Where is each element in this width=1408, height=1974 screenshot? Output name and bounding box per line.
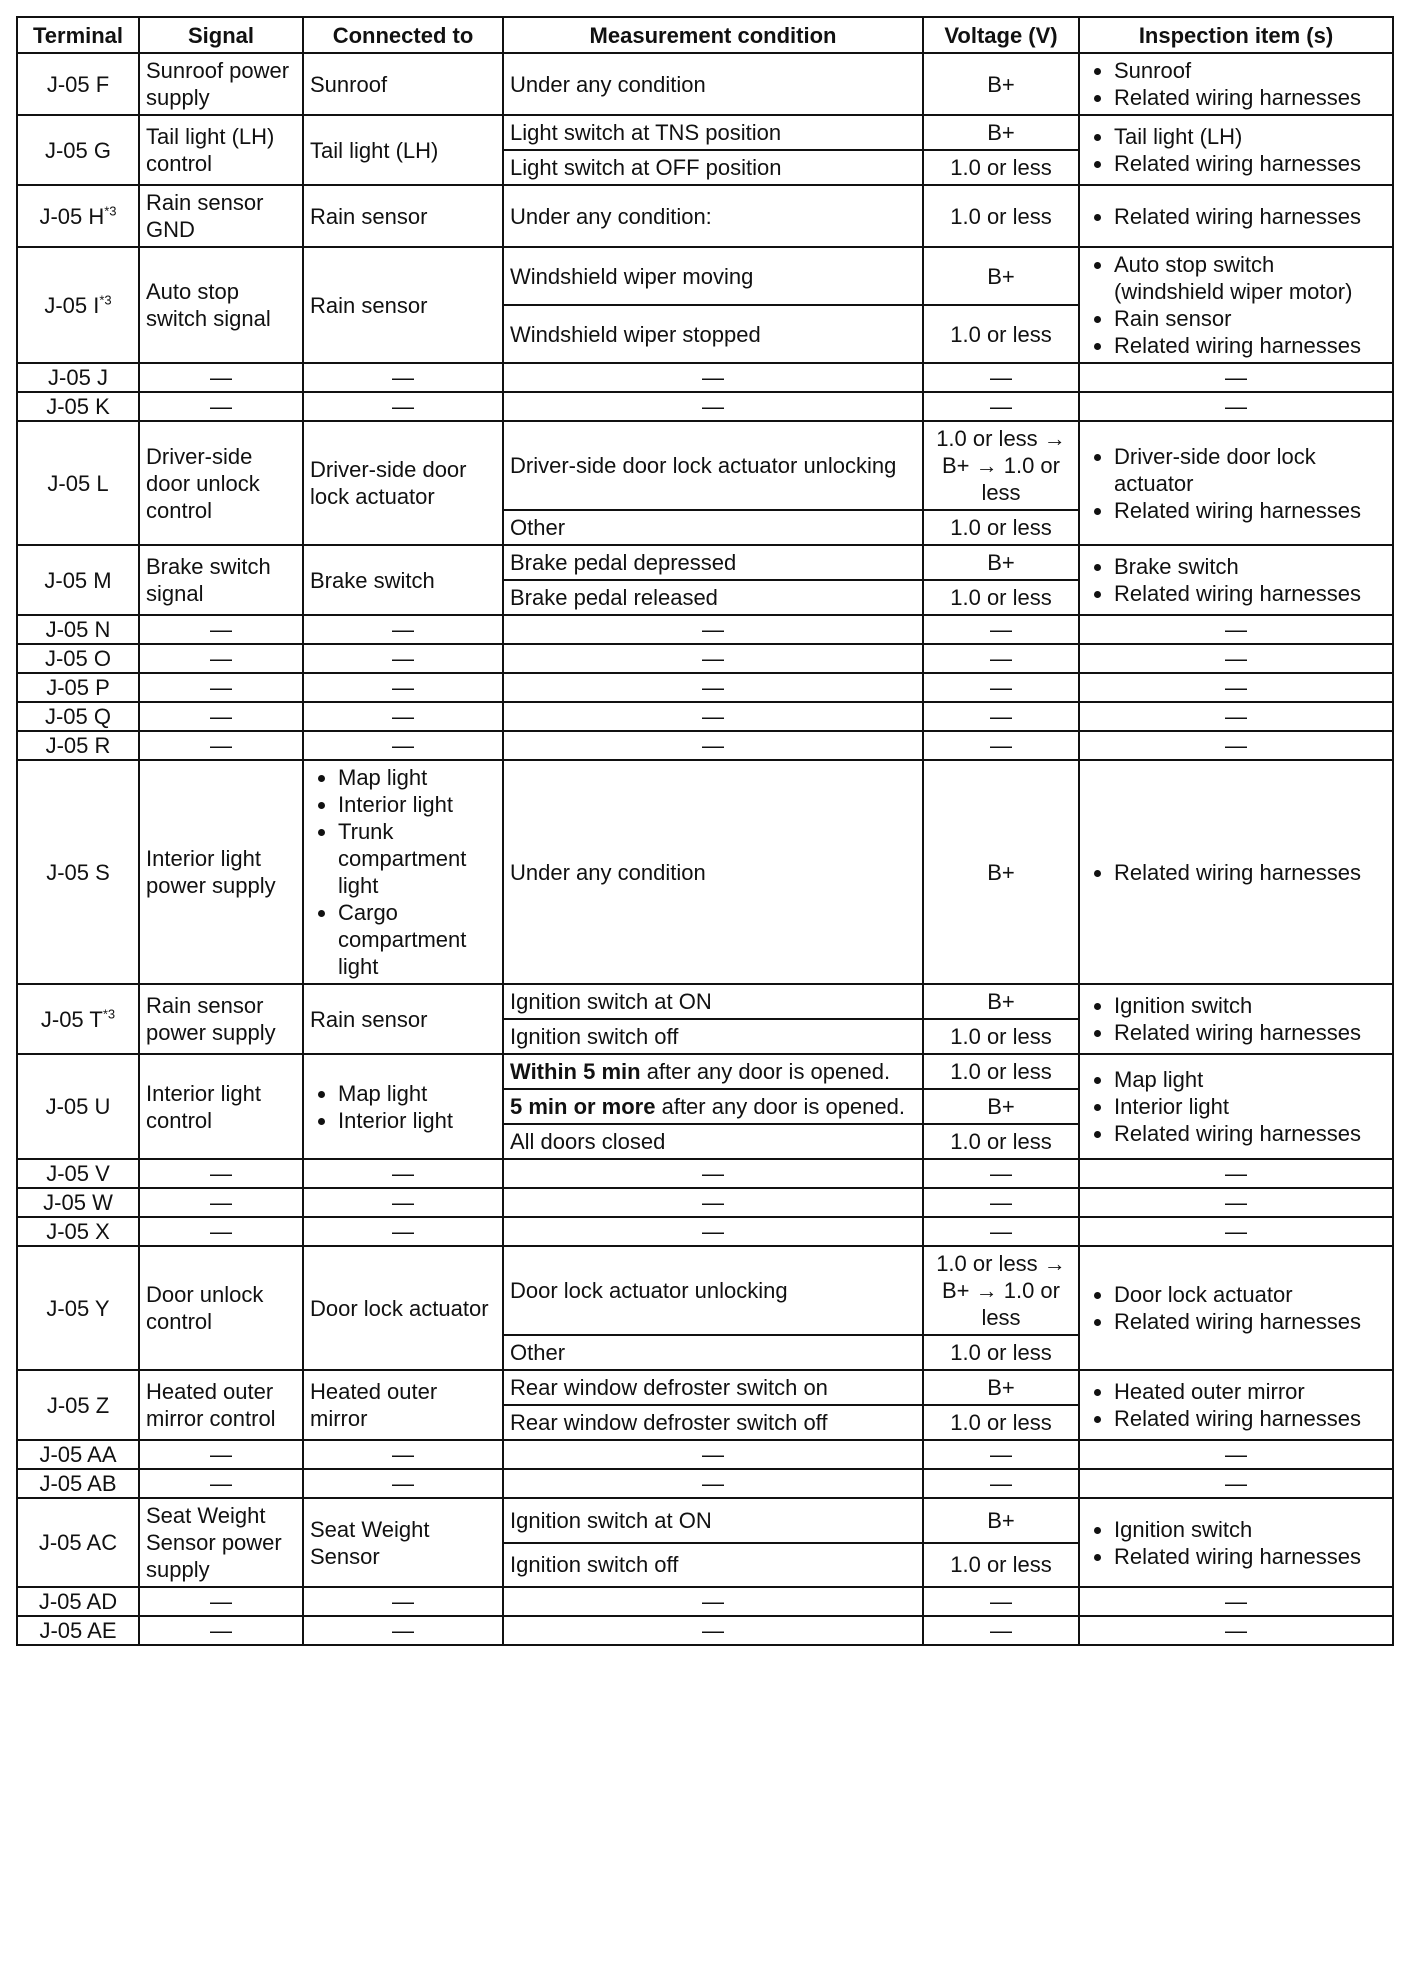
inspection-list-item: • Related wiring harnesses <box>1114 84 1386 111</box>
voltage-cell: 1.0 or less <box>923 510 1079 545</box>
terminal-label: J-05 T <box>40 1006 103 1032</box>
terminal-cell: J-05 P <box>17 673 139 702</box>
empty-dash-cell: — <box>503 615 923 644</box>
signal-cell: Heated outer mirror control <box>139 1370 303 1440</box>
table-row-empty <box>17 702 1393 731</box>
measurement-condition-cell: Under any condition <box>503 53 923 115</box>
inspection-list-item: • Tail light (LH) <box>1114 123 1386 150</box>
signal-cell: Rain sensor GND <box>139 185 303 247</box>
empty-dash-cell: — <box>1079 1217 1393 1246</box>
voltage-cell: 1.0 or less <box>923 1405 1079 1440</box>
header-connected-to: Connected to <box>303 17 503 53</box>
empty-dash-cell: — <box>923 1616 1079 1645</box>
table-row-empty <box>17 1587 1393 1616</box>
table-row-empty <box>17 363 1393 392</box>
empty-dash-cell: — <box>923 644 1079 673</box>
inspection-list-item: • Ignition switch <box>1114 1516 1386 1543</box>
voltage-cell: B+ <box>923 1370 1079 1405</box>
voltage-cell: B+ <box>923 115 1079 150</box>
inspection-list-item: • Map light <box>1114 1066 1386 1093</box>
empty-dash-cell: — <box>139 644 303 673</box>
empty-dash-cell: — <box>1079 673 1393 702</box>
condition-text: after any door is opened. <box>655 1094 905 1119</box>
measurement-condition-cell: Brake pedal depressed <box>503 545 923 580</box>
inspection-list-item: • Interior light <box>1114 1093 1386 1120</box>
terminal-cell: J-05 R <box>17 731 139 760</box>
empty-dash-cell: — <box>303 392 503 421</box>
empty-dash-cell: — <box>139 615 303 644</box>
table-row <box>17 1246 1393 1335</box>
measurement-condition-cell: All doors closed <box>503 1124 923 1159</box>
signal-cell: Sunroof power supply <box>139 53 303 115</box>
table-row <box>17 115 1393 150</box>
signal-cell: Rain sensor power supply <box>139 984 303 1054</box>
inspection-items-cell <box>1079 247 1393 363</box>
signal-cell: Tail light (LH) control <box>139 115 303 185</box>
terminal-label: J-05 L <box>47 470 109 496</box>
empty-dash-cell: — <box>303 1587 503 1616</box>
terminal-cell: J-05 X <box>17 1217 139 1246</box>
table-row <box>17 760 1393 984</box>
connected-to-cell: Sunroof <box>303 53 503 115</box>
empty-dash-cell: — <box>1079 1469 1393 1498</box>
empty-dash-cell: — <box>923 1587 1079 1616</box>
header-inspection-items: Inspection item (s) <box>1079 17 1393 53</box>
empty-dash-cell: — <box>303 1440 503 1469</box>
empty-dash-cell: — <box>303 1217 503 1246</box>
empty-dash-cell: — <box>303 731 503 760</box>
header-signal: Signal <box>139 17 303 53</box>
terminal-cell: J-05 V <box>17 1159 139 1188</box>
empty-dash-cell: — <box>139 1217 303 1246</box>
measurement-condition-cell: Light switch at TNS position <box>503 115 923 150</box>
table-row-empty <box>17 1616 1393 1645</box>
inspection-list-item: • Ignition switch <box>1114 992 1386 1019</box>
measurement-condition-cell: Ignition switch off <box>503 1543 923 1588</box>
measurement-condition-cell: Under any condition <box>503 760 923 984</box>
voltage-cell: 1.0 or less <box>923 580 1079 615</box>
terminal-footnote: *3 <box>99 292 112 308</box>
inspection-list-item: • Sunroof <box>1114 57 1386 84</box>
empty-dash-cell: — <box>923 1188 1079 1217</box>
terminal-cell: J-05 AB <box>17 1469 139 1498</box>
inspection-list-item: • Related wiring harnesses <box>1114 580 1386 607</box>
inspection-list <box>1086 123 1386 177</box>
voltage-cell: 1.0 or less <box>923 150 1079 185</box>
terminal-label: J-05 G <box>44 137 112 163</box>
empty-dash-cell: — <box>923 1440 1079 1469</box>
connected-to-cell: Rain sensor <box>303 247 503 363</box>
empty-dash-cell: — <box>503 1469 923 1498</box>
voltage-cell: 1.0 or less → B+ → 1.0 or less <box>923 421 1079 510</box>
signal-cell: Interior light control <box>139 1054 303 1159</box>
measurement-condition-cell: Light switch at OFF position <box>503 150 923 185</box>
empty-dash-cell: — <box>923 673 1079 702</box>
measurement-condition-cell: Under any condition: <box>503 185 923 247</box>
connected-to-cell: Heated outer mirror <box>303 1370 503 1440</box>
voltage-cell: 1.0 or less <box>923 185 1079 247</box>
connected-to-cell: Rain sensor <box>303 185 503 247</box>
terminal-cell <box>17 421 139 545</box>
empty-dash-cell: — <box>303 1616 503 1645</box>
terminal-cell <box>17 53 139 115</box>
connected-to-cell: Seat Weight Sensor <box>303 1498 503 1587</box>
inspection-list <box>1086 1516 1386 1570</box>
connected-list-item: • Interior light <box>338 1107 496 1134</box>
inspection-list <box>1086 251 1386 359</box>
empty-dash-cell: — <box>139 1159 303 1188</box>
empty-dash-cell: — <box>303 1469 503 1498</box>
terminal-label: J-05 S <box>46 859 110 885</box>
table-row <box>17 1054 1393 1089</box>
connected-list-item: • Trunk compartment light <box>338 818 496 899</box>
table-row <box>17 1498 1393 1543</box>
voltage-cell: B+ <box>923 1089 1079 1124</box>
inspection-list-item: • Related wiring harnesses <box>1114 1405 1386 1432</box>
empty-dash-cell: — <box>139 1587 303 1616</box>
inspection-list <box>1086 1066 1386 1147</box>
inspection-list-item: • Rain sensor <box>1114 305 1386 332</box>
header-measurement-condition: Measurement condition <box>503 17 923 53</box>
empty-dash-cell: — <box>923 1159 1079 1188</box>
inspection-list-item: • Related wiring harnesses <box>1114 859 1386 886</box>
empty-dash-cell: — <box>503 363 923 392</box>
inspection-list-item: • Door lock actuator <box>1114 1281 1386 1308</box>
empty-dash-cell: — <box>1079 731 1393 760</box>
empty-dash-cell: — <box>139 673 303 702</box>
empty-dash-cell: — <box>503 1440 923 1469</box>
measurement-condition-cell: Windshield wiper stopped <box>503 305 923 363</box>
inspection-list-item: • Related wiring harnesses <box>1114 1120 1386 1147</box>
empty-dash-cell: — <box>503 1587 923 1616</box>
terminal-cell: J-05 AD <box>17 1587 139 1616</box>
condition-emphasis: 5 min or more <box>510 1094 656 1119</box>
measurement-condition-cell: Door lock actuator unlocking <box>503 1246 923 1335</box>
inspection-list <box>1086 553 1386 607</box>
inspection-list-item: • Related wiring harnesses <box>1114 150 1386 177</box>
terminal-cell: J-05 N <box>17 615 139 644</box>
voltage-cell: B+ <box>923 984 1079 1019</box>
terminal-label: J-05 F <box>46 71 110 97</box>
inspection-list-item: • Auto stop switch (windshield wiper motor) <box>1114 251 1386 305</box>
terminal-cell: J-05 AE <box>17 1616 139 1645</box>
inspection-list-item: • Related wiring harnesses <box>1114 203 1386 230</box>
connected-list-item: • Interior light <box>338 791 496 818</box>
voltage-cell: 1.0 or less <box>923 1335 1079 1370</box>
empty-dash-cell: — <box>1079 1616 1393 1645</box>
empty-dash-cell: — <box>139 1469 303 1498</box>
inspection-list <box>1086 443 1386 524</box>
signal-cell: Driver-side door unlock control <box>139 421 303 545</box>
voltage-cell: 1.0 or less <box>923 1054 1079 1089</box>
measurement-condition-cell: Ignition switch at ON <box>503 1498 923 1543</box>
connected-to-cell: Door lock actuator <box>303 1246 503 1370</box>
empty-dash-cell: — <box>139 702 303 731</box>
empty-dash-cell: — <box>303 615 503 644</box>
connected-to-cell: Tail light (LH) <box>303 115 503 185</box>
measurement-condition-cell: Windshield wiper moving <box>503 247 923 305</box>
empty-dash-cell: — <box>1079 1188 1393 1217</box>
table-row <box>17 984 1393 1019</box>
inspection-list-item: • Related wiring harnesses <box>1114 1019 1386 1046</box>
measurement-condition-cell: Driver-side door lock actuator unlocking <box>503 421 923 510</box>
inspection-list <box>1086 203 1386 230</box>
inspection-items-cell <box>1079 53 1393 115</box>
terminal-cell <box>17 545 139 615</box>
voltage-cell: 1.0 or less <box>923 305 1079 363</box>
table-row-empty <box>17 731 1393 760</box>
terminal-cell: J-05 AA <box>17 1440 139 1469</box>
terminal-footnote: *3 <box>102 1006 116 1022</box>
signal-cell: Interior light power supply <box>139 760 303 984</box>
connected-to-cell: Driver-side door lock actuator <box>303 421 503 545</box>
connected-list-item: • Map light <box>338 764 496 791</box>
empty-dash-cell: — <box>923 615 1079 644</box>
inspection-items-cell <box>1079 115 1393 185</box>
inspection-list-item: • Brake switch <box>1114 553 1386 580</box>
empty-dash-cell: — <box>503 731 923 760</box>
measurement-condition-cell: Rear window defroster switch off <box>503 1405 923 1440</box>
terminal-cell <box>17 984 139 1054</box>
inspection-items-cell <box>1079 545 1393 615</box>
inspection-list <box>1086 1281 1386 1335</box>
empty-dash-cell: — <box>923 731 1079 760</box>
voltage-cell: B+ <box>923 760 1079 984</box>
inspection-list <box>1086 57 1386 111</box>
empty-dash-cell: — <box>503 1188 923 1217</box>
voltage-cell: 1.0 or less <box>923 1543 1079 1588</box>
header-terminal: Terminal <box>17 17 139 53</box>
table-row-empty <box>17 1440 1393 1469</box>
terminal-cell: J-05 Q <box>17 702 139 731</box>
table-row-empty <box>17 392 1393 421</box>
measurement-condition-cell <box>503 1089 923 1124</box>
terminal-voltage-table <box>16 16 1394 1646</box>
signal-cell: Auto stop switch signal <box>139 247 303 363</box>
terminal-cell <box>17 1370 139 1440</box>
terminal-label: J-05 M <box>44 567 112 593</box>
inspection-items-cell <box>1079 421 1393 545</box>
header-voltage: Voltage (V) <box>923 17 1079 53</box>
empty-dash-cell: — <box>503 1616 923 1645</box>
terminal-label: J-05 H <box>39 203 105 229</box>
measurement-condition-cell: Other <box>503 510 923 545</box>
table-row-empty <box>17 1159 1393 1188</box>
table-row-empty <box>17 644 1393 673</box>
empty-dash-cell: — <box>923 1469 1079 1498</box>
empty-dash-cell: — <box>503 1217 923 1246</box>
condition-emphasis: Within 5 min <box>510 1059 641 1084</box>
empty-dash-cell: — <box>139 363 303 392</box>
voltage-cell: B+ <box>923 247 1079 305</box>
connected-to-cell: Brake switch <box>303 545 503 615</box>
connected-to-cell <box>303 1054 503 1159</box>
empty-dash-cell: — <box>1079 615 1393 644</box>
empty-dash-cell: — <box>1079 1587 1393 1616</box>
table-row <box>17 545 1393 580</box>
inspection-list-item: • Related wiring harnesses <box>1114 332 1386 359</box>
empty-dash-cell: — <box>923 363 1079 392</box>
voltage-cell: B+ <box>923 545 1079 580</box>
voltage-cell: 1.0 or less <box>923 1019 1079 1054</box>
table-body <box>17 53 1393 1645</box>
inspection-list-item: • Heated outer mirror <box>1114 1378 1386 1405</box>
connected-to-cell: Rain sensor <box>303 984 503 1054</box>
voltage-cell: B+ <box>923 1498 1079 1543</box>
terminal-label: J-05 Z <box>46 1392 110 1418</box>
empty-dash-cell: — <box>303 702 503 731</box>
table-row <box>17 185 1393 247</box>
terminal-label: J-05 I <box>44 292 100 318</box>
terminal-cell <box>17 1498 139 1587</box>
connected-list <box>310 1080 496 1134</box>
table-row-empty <box>17 673 1393 702</box>
terminal-cell: J-05 J <box>17 363 139 392</box>
empty-dash-cell: — <box>139 392 303 421</box>
measurement-condition-cell: Other <box>503 1335 923 1370</box>
voltage-cell: B+ <box>923 53 1079 115</box>
empty-dash-cell: — <box>503 392 923 421</box>
empty-dash-cell: — <box>923 702 1079 731</box>
empty-dash-cell: — <box>139 1440 303 1469</box>
empty-dash-cell: — <box>303 1159 503 1188</box>
empty-dash-cell: — <box>303 673 503 702</box>
empty-dash-cell: — <box>139 731 303 760</box>
measurement-condition-cell: Rear window defroster switch on <box>503 1370 923 1405</box>
table-row-empty <box>17 615 1393 644</box>
empty-dash-cell: — <box>503 702 923 731</box>
connected-list-item: • Cargo compartment light <box>338 899 496 980</box>
condition-text: after any door is opened. <box>640 1059 891 1084</box>
terminal-cell <box>17 1054 139 1159</box>
measurement-condition-cell <box>503 1054 923 1089</box>
empty-dash-cell: — <box>503 673 923 702</box>
inspection-list <box>1086 859 1386 886</box>
empty-dash-cell: — <box>1079 1159 1393 1188</box>
inspection-items-cell <box>1079 984 1393 1054</box>
inspection-items-cell <box>1079 1498 1393 1587</box>
table-row <box>17 247 1393 305</box>
empty-dash-cell: — <box>303 644 503 673</box>
table-row <box>17 421 1393 510</box>
signal-cell: Door unlock control <box>139 1246 303 1370</box>
table-row <box>17 53 1393 115</box>
empty-dash-cell: — <box>1079 392 1393 421</box>
inspection-list-item: • Related wiring harnesses <box>1114 1308 1386 1335</box>
empty-dash-cell: — <box>139 1188 303 1217</box>
inspection-list-item: • Related wiring harnesses <box>1114 497 1386 524</box>
terminal-label: J-05 Y <box>46 1295 110 1321</box>
terminal-label: J-05 AC <box>38 1530 118 1555</box>
terminal-footnote: *3 <box>104 203 117 219</box>
inspection-list-item: • Driver-side door lock actuator <box>1114 443 1386 497</box>
empty-dash-cell: — <box>923 392 1079 421</box>
inspection-list <box>1086 1378 1386 1432</box>
empty-dash-cell: — <box>1079 1440 1393 1469</box>
terminal-cell: J-05 O <box>17 644 139 673</box>
table-row-empty <box>17 1217 1393 1246</box>
terminal-label: J-05 U <box>45 1094 111 1119</box>
measurement-condition-cell: Brake pedal released <box>503 580 923 615</box>
empty-dash-cell: — <box>1079 702 1393 731</box>
empty-dash-cell: — <box>503 1159 923 1188</box>
voltage-cell: 1.0 or less → B+ → 1.0 or less <box>923 1246 1079 1335</box>
inspection-items-cell <box>1079 185 1393 247</box>
empty-dash-cell: — <box>923 1217 1079 1246</box>
inspection-items-cell <box>1079 1246 1393 1370</box>
inspection-list-item: • Related wiring harnesses <box>1114 1543 1386 1570</box>
table-row-empty <box>17 1469 1393 1498</box>
measurement-condition-cell: Ignition switch off <box>503 1019 923 1054</box>
empty-dash-cell: — <box>1079 644 1393 673</box>
connected-to-cell <box>303 760 503 984</box>
signal-cell: Seat Weight Sensor power supply <box>139 1498 303 1587</box>
terminal-cell <box>17 185 139 247</box>
terminal-cell <box>17 115 139 185</box>
inspection-items-cell <box>1079 760 1393 984</box>
empty-dash-cell: — <box>139 1616 303 1645</box>
inspection-items-cell <box>1079 1370 1393 1440</box>
connected-list <box>310 764 496 980</box>
table-header-row <box>17 17 1393 53</box>
measurement-condition-cell: Ignition switch at ON <box>503 984 923 1019</box>
terminal-cell: J-05 W <box>17 1188 139 1217</box>
inspection-items-cell <box>1079 1054 1393 1159</box>
terminal-cell <box>17 760 139 984</box>
voltage-cell: 1.0 or less <box>923 1124 1079 1159</box>
empty-dash-cell: — <box>503 644 923 673</box>
terminal-cell: J-05 K <box>17 392 139 421</box>
table-row <box>17 1370 1393 1405</box>
table-row-empty <box>17 1188 1393 1217</box>
terminal-cell <box>17 1246 139 1370</box>
terminal-cell <box>17 247 139 363</box>
signal-cell: Brake switch signal <box>139 545 303 615</box>
empty-dash-cell: — <box>1079 363 1393 392</box>
connected-list-item: • Map light <box>338 1080 496 1107</box>
empty-dash-cell: — <box>303 363 503 392</box>
inspection-list <box>1086 992 1386 1046</box>
empty-dash-cell: — <box>303 1188 503 1217</box>
